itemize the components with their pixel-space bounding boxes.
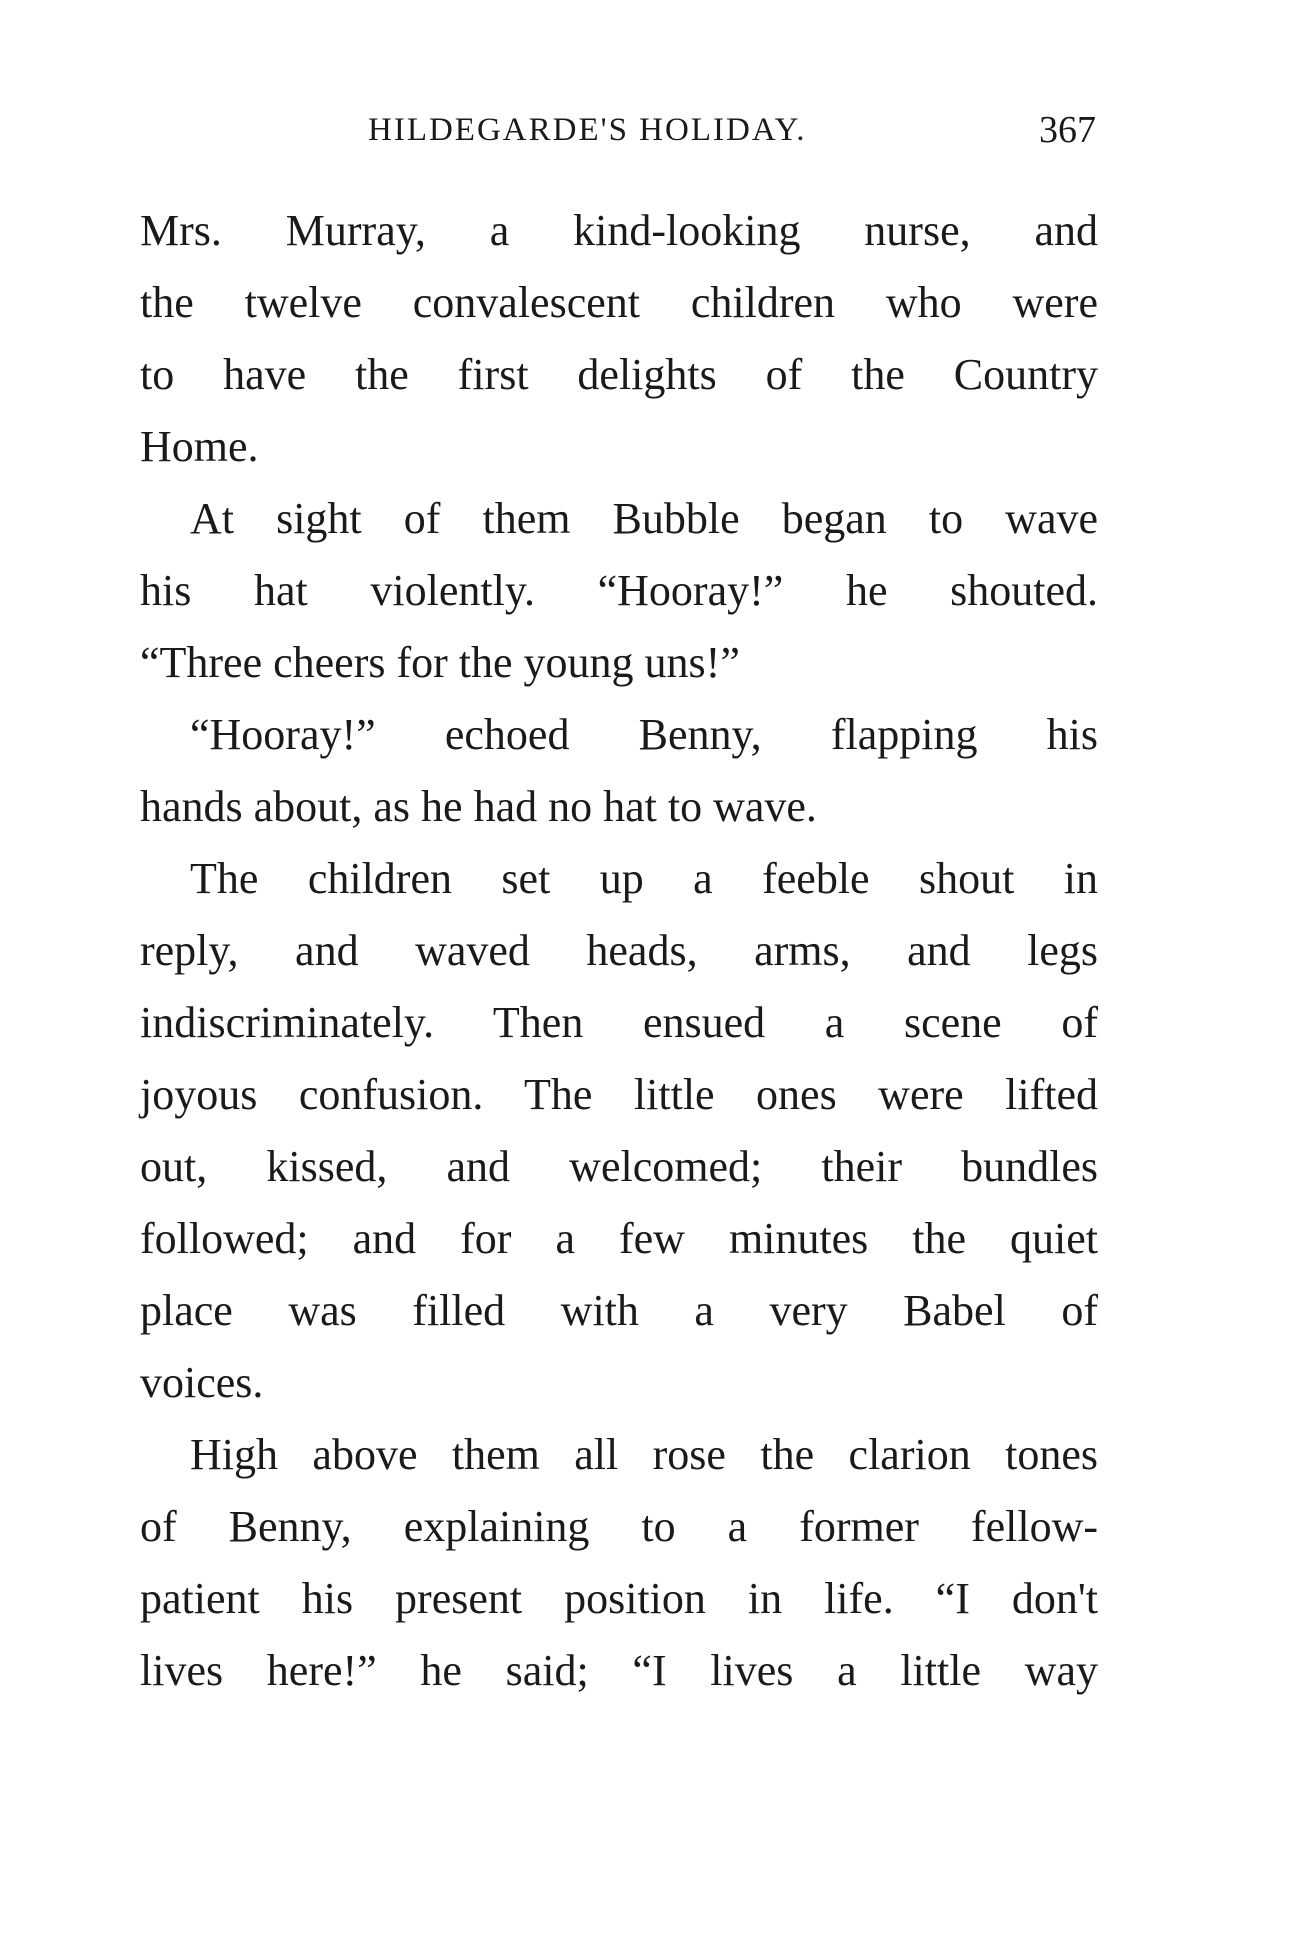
text-line: High above them all rose the clarion tones	[190, 1430, 1098, 1479]
text-line: lives here!” he said; “I lives a little way	[140, 1646, 1098, 1695]
text-line: “Three cheers for the young uns!”	[140, 638, 740, 687]
page-header	[368, 109, 1096, 162]
text-line: indiscriminately. Then ensued a scene of	[140, 998, 1098, 1047]
page-number: 367	[1039, 109, 1096, 151]
paragraph	[140, 483, 1098, 699]
text-line: his hat violently. “Hooray!” he shouted.	[140, 566, 1098, 615]
body-text	[140, 195, 1098, 1707]
text-line: patient his present position in life. “I don't	[140, 1574, 1098, 1623]
text-line: place was filled with a very Babel of	[140, 1286, 1098, 1335]
text-line: At sight of them Bubble began to wave	[190, 494, 1098, 543]
text-line: to have the first delights of the Country	[140, 350, 1098, 399]
paragraph	[140, 699, 1098, 843]
text-line: the twelve convalescent children who were	[140, 278, 1098, 327]
text-line: The children set up a feeble shout in	[190, 854, 1098, 903]
text-line: “Hooray!” echoed Benny, flapping his	[190, 710, 1098, 759]
text-line: joyous confusion. The little ones were lifted	[140, 1070, 1098, 1119]
text-line: followed; and for a few minutes the quiet	[140, 1214, 1098, 1263]
text-line: reply, and waved heads, arms, and legs	[140, 926, 1098, 975]
text-line: Home.	[140, 422, 259, 471]
text-line: of Benny, explaining to a former fellow-	[140, 1502, 1098, 1551]
paragraph	[140, 843, 1098, 1419]
text-line: Mrs. Murray, a kind-looking nurse, and	[140, 206, 1098, 255]
text-line: out, kissed, and welcomed; their bundles	[140, 1142, 1098, 1191]
paragraph	[140, 1419, 1098, 1707]
paragraph	[140, 195, 1098, 483]
text-line: voices.	[140, 1358, 264, 1407]
text-line: hands about, as he had no hat to wave.	[140, 782, 817, 831]
running-title: HILDEGARDE'S HOLIDAY.	[368, 112, 807, 148]
